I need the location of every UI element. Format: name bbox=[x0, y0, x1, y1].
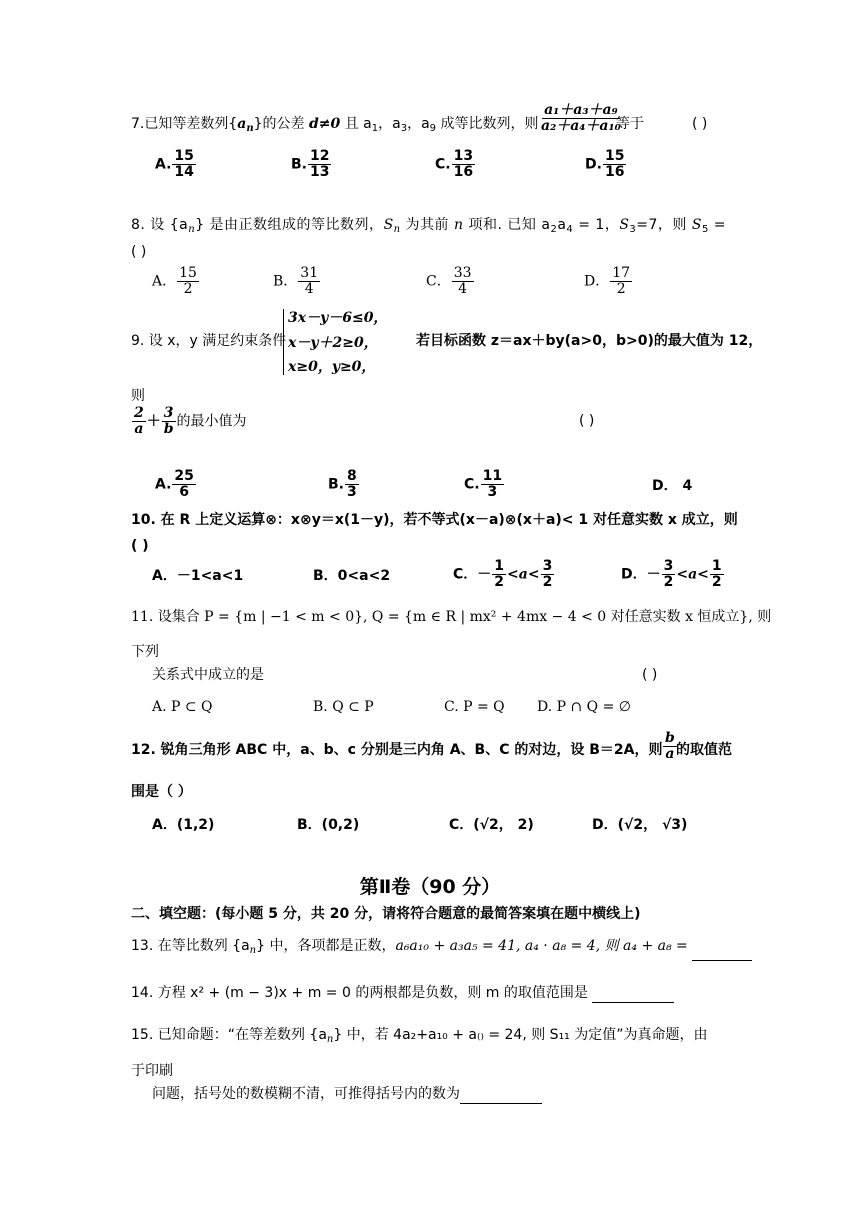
q12-stem-tail: 的取值范 bbox=[676, 742, 732, 758]
q9-brace bbox=[283, 309, 284, 375]
q14-answer-blank[interactable] bbox=[592, 1002, 674, 1003]
q12-option-d: D．(√2， √3) bbox=[592, 817, 688, 833]
q9-then: 则 bbox=[131, 388, 145, 404]
q9-answer-paren: ( ) bbox=[579, 413, 595, 429]
q10-stem: 10. 在 R 上定义运算⊗：x⊗y＝x(1－y)，若不等式(x－a)⊗(x＋a)< 1 对任意实数 x 成立，则 bbox=[131, 512, 738, 528]
q12-stem-line2: 围是（ ） bbox=[131, 784, 192, 800]
q7-answer-paren: ( ) bbox=[692, 116, 708, 132]
q9-expression: $\frac{2}{a}$ ＋ $\frac{3}{b}$ 的最小值为 bbox=[134, 405, 247, 437]
q8-option-a: A． $\frac{15}{2}$ bbox=[152, 265, 197, 297]
q9-option-d: D． 4 bbox=[652, 478, 693, 494]
q15-stem-line3: 问题，括号处的数模糊不清，可推得括号内的数为 bbox=[152, 1084, 542, 1104]
q11-option-b: B. Q ⊂ P bbox=[313, 699, 374, 715]
q15-answer-blank[interactable] bbox=[460, 1103, 542, 1104]
q12-option-b: B．(0,2) bbox=[297, 817, 360, 833]
section-2-instructions: 二、填空题：(每小题 5 分，共 20 分，请将符合题意的最简答案填在题中横线上) bbox=[131, 906, 641, 922]
q12-option-c: C．(√2， 2) bbox=[449, 817, 534, 833]
q12-ratio-fraction: $\frac{b}{a}$ bbox=[665, 730, 675, 762]
q15-stem-line2: 于印刷 bbox=[131, 1063, 173, 1079]
q9-objective: 若目标函数 z＝ax＋by(a>0，b>0)的最大值为 12， bbox=[416, 333, 763, 349]
q7-option-b: B. $\frac{12}{13}$ bbox=[291, 148, 330, 180]
q9-option-b: B. $\frac{8}{3}$ bbox=[328, 468, 357, 500]
q10-option-d: D．－ $\frac{3}{2}$ <a< $\frac{1}{2}$ bbox=[621, 558, 722, 590]
q9-option-a: A. $\frac{25}{6}$ bbox=[155, 468, 194, 500]
q11-option-d: D. P ∩ Q = ∅ bbox=[537, 699, 631, 715]
q13-stem: 13. 在等比数列 $\{a_n\}$ 中，各项都是正数，a₆a₁₀ + a₃a₅ = 41, a₄ · a₈ = 4, 则 a₄ + a₈ = bbox=[131, 936, 752, 961]
q10-option-b: B．0<a<2 bbox=[313, 568, 391, 584]
q12-option-a: A．(1,2) bbox=[152, 817, 215, 833]
q11-option-a: A. P ⊂ Q bbox=[152, 699, 213, 715]
q13-answer-blank[interactable] bbox=[692, 960, 752, 961]
q9-stem: 9. 设 x，y 满足约束条件 bbox=[131, 333, 287, 349]
q7-ratio-fraction: $\frac{\text{a₁＋a₃＋a₉}}{\text{a₂＋a₄＋a₁₀}}$ bbox=[541, 102, 621, 134]
section-2-title: 第Ⅱ卷（90 分） bbox=[359, 876, 501, 898]
q7-option-a: A. $\frac{15}{14}$ bbox=[155, 148, 194, 180]
q10-answer-paren: ( ) bbox=[131, 538, 149, 554]
q9-constraint-3: x≥0，y≥0， bbox=[288, 359, 376, 375]
q8-option-b: B． $\frac{31}{4}$ bbox=[273, 265, 319, 297]
q10-option-a: A．－1<a<1 bbox=[152, 568, 244, 584]
q10-option-c: C．－ $\frac{1}{2}$ <a< $\frac{3}{2}$ bbox=[453, 558, 553, 590]
q11-stem: 11. 设集合 P = {m | −1 < m < 0}, Q = {m ∈ R | mx² + 4mx − 4 < 0 对任意实数 x 恒成立}, 则 bbox=[131, 609, 772, 625]
q9-constraint-2: x－y＋2≥0， bbox=[288, 335, 378, 351]
q11-option-c: C. P = Q bbox=[444, 699, 505, 715]
q11-stem-line2: 下列 bbox=[131, 644, 159, 660]
q12-stem: 12. 锐角三角形 ABC 中，a、b、c 分别是三内角 A、B、C 的对边，设 B＝2A，则 bbox=[131, 742, 663, 758]
q8-answer-paren: ( ) bbox=[131, 244, 147, 260]
q9-option-c: C. $\frac{11}{3}$ bbox=[464, 468, 503, 500]
q9-constraint-1: 3x－y－6≤0， bbox=[288, 310, 388, 326]
q8-stem: 8. 设 $\{a_n\}$ 是由正数组成的等比数列，$S_n$ 为其前 n 项和. 已知 $a_2a_4 = 1$，$S_3=7$，则 $S_5$ = bbox=[131, 217, 727, 235]
q11-stem-line3: 关系式中成立的是 bbox=[152, 667, 264, 683]
q7-stem: 7.已知等差数列$\{a_n\}$的公差 d≠0 且 $a_1$，$a_3$，$a_9$ 成等比数列，则 bbox=[131, 116, 539, 134]
q8-option-d: D． $\frac{17}{2}$ bbox=[584, 265, 631, 297]
q15-stem: 15. 已知命题：“在等差数列 $\{a_n\}$ 中，若 4a₂+a₁₀ + a₍₎ = 24, 则 S₁₁ 为定值”为真命题，由 bbox=[131, 1027, 708, 1045]
q8-option-c: C． $\frac{33}{4}$ bbox=[426, 265, 472, 297]
q14-stem: 14. 方程 x² + (m − 3)x + m = 0 的两根都是负数，则 m 的取值范围是 bbox=[131, 983, 674, 1003]
q7-option-d: D. $\frac{15}{16}$ bbox=[585, 148, 625, 180]
q7-stem-suffix: 等于 bbox=[616, 116, 644, 132]
q11-answer-paren: ( ) bbox=[642, 667, 658, 683]
q7-option-c: C. $\frac{13}{16}$ bbox=[435, 148, 474, 180]
